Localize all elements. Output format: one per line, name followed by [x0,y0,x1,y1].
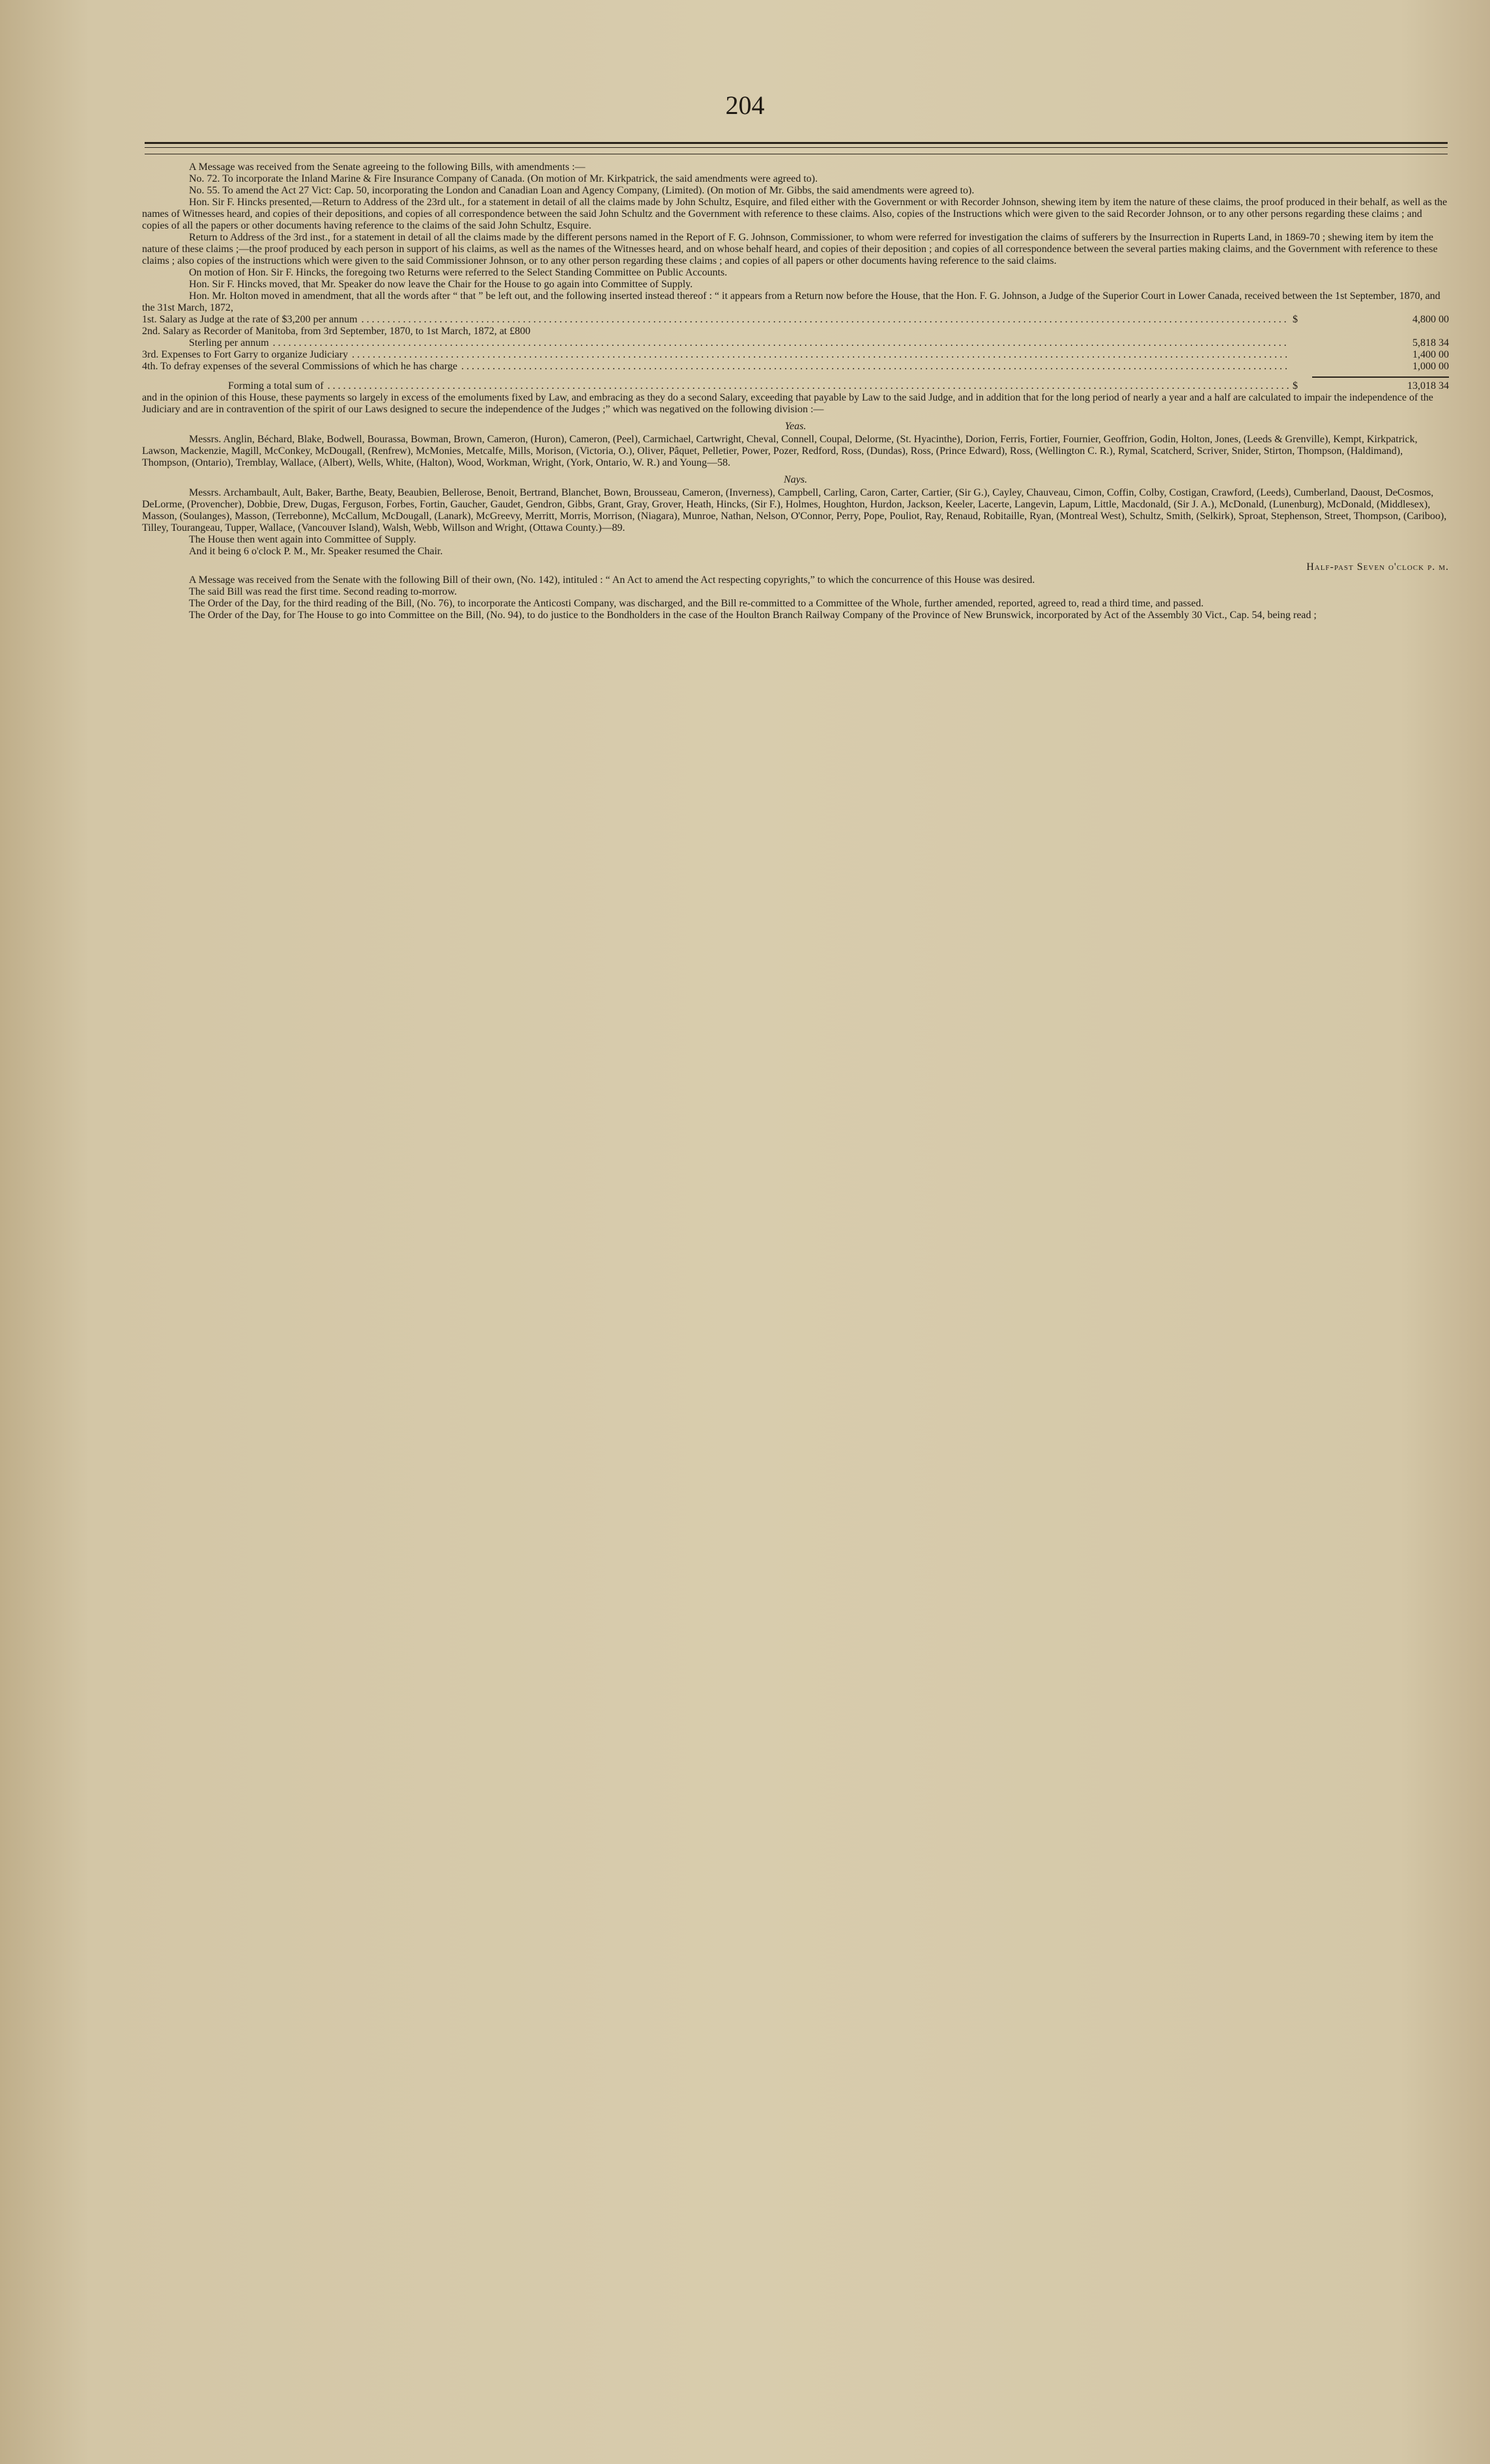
ledger-row [142,326,1449,337]
header-rule [145,142,1448,144]
yeas-list: Messrs. Anglin, Béchard, Blake, Bodwell, Bourassa, Bowman, Brown, Cameron, (Huron), Cameron, (Peel), Carmichael, Cartwright, Cheval, Connell, Coupal, Delorme, (St. Hyacinthe), Dorion, Ferris, Fortier, Fournier, Geoffrion, Godin, Holton, Jones, (Leeds & Grenville), Kempt, Kirkpatrick, Lawson, Mackenzie, Magill, McConkey, McDougall, (Renfrew), McMonies, Metcalfe, Mills, Morison, (Victoria, O.), Oliver, Pâquet, Pelletier, Power, Pozer, Redford, Ross, (Dundas), Ross, (Prince Edward), Ross, (Wellington C. R.), Rymal, Scatcherd, Scriver, Snider, Stirton, Thompson, (Haldimand), Thompson, (Ontario), Tremblay, Wallace, (Albert), Wells, White, (Halton), Wood, Workman, Wright, (York, Ontario, W. R.) and Young—58. [142,434,1418,468]
paragraph-holton-amendment: Hon. Mr. Holton moved in amendment, that all the words after “ that ” be left out, and the following inserted instead thereof : “ it appears from a Return now before the House, that the Hon. F. G. Johnson, a Judge of the Superior Court in Lower Canada, received between the 1st September, 1870, and the 31st March, 1872, [142,290,1440,313]
paragraph-returns-referred: On motion of Hon. Sir F. Hincks, the foregoing two Returns were referred to the Select Standing Committee on Public Accounts. [189,267,728,278]
paragraph-senate-message: A Message was received from the Senate agreeing to the following Bills, with amendments :— [189,162,586,173]
ledger-amount: 4,800 00 [1412,314,1449,325]
paragraph-amendment-continued: and in the opinion of this House, these payments so largely in excess of the emoluments fixed by Law, and embracing as they do a second Salary, exceeding that payable by Law to the said Judge, and in addition that for the long period of nearly a year and a half are calculated to impair the independence of the Judiciary and are in contravention of the spirit of our Laws designed to secure the independence of the Judges ;” which was negatived on the following division :— [142,392,1433,415]
paragraph-bill-72: No. 72. To incorporate the Inland Marine & Fire Insurance Company of Canada. (On motion of Mr. Kirkpatrick, the said amendments were agreed to). [189,173,818,184]
time-heading: Half-past Seven o'clock p. m. [1306,561,1449,573]
yeas-heading: Yeas. [784,421,807,432]
nays-list: Messrs. Archambault, Ault, Baker, Barthe, Beaty, Beaubien, Bellerose, Benoit, Bertrand, Blanchet, Bown, Brousseau, Cameron, (Inverness), Campbell, Carling, Caron, Carter, Cartier, (Sir G.), Cayley, Chauveau, Cimon, Coffin, Colby, Costigan, Crawford, (Leeds), Cumberland, Daoust, DeCosmos, DeLorme, (Provencher), Dobbie, Drew, Dugas, Ferguson, Forbes, Fortin, Gaucher, Gaudet, Gendron, Gibbs, Grant, Gray, Grover, Heath, Hincks, (Sir F.), Holmes, Houghton, Hurdon, Jackson, Keeler, Lacerte, Langevin, Lapum, Little, Macdonald, (Sir J. A.), McDonald, (Lunenburg), McDonald, (Middlesex), Masson, (Soulanges), Masson, (Terrebonne), McCallum, McDougall, (Lanark), McGreevy, Merritt, Morris, Morrison, (Niagara), Munroe, Nathan, Nelson, O'Connor, Perry, Pope, Pouliot, Ray, Renaud, Robitaille, Ryan, (Montreal West), Schultz, Smith, (Selkirk), Sproat, Stephenson, Street, Thompson, (Cariboo), Tilley, Tourangeau, Tupper, Wallace, (Vancouver Island), Walsh, Webb, Willson and Wright, (Ottawa County.)—89. [142,487,1447,533]
ledger-row [142,314,1449,326]
nays-heading: Nays. [784,474,807,485]
paragraph-hincks-return: Hon. Sir F. Hincks presented,—Return to Address of the 23rd ult., for a statement in detail of all the claims made by John Schultz, Esquire, and filed either with the Government or with Recorder Johnson, shewing item by item the nature of these claims, the proof produced in their behalf, as well as the names of Witnesses heard, and copies of their depositions, and copies of all correspondence between the said John Schultz and the Government with reference to these claims. Also, copies of the Instructions which were given to the said Recorder Johnson, or to any other persons regarding these claims ; and copies of all the papers or other documents having reference to the claims of the said John Schultz, Esquire. [142,197,1448,231]
total-rule [1312,376,1449,378]
paragraph-bill-142: A Message was received from the Senate with the following Bill of their own, (No. 142), intituled : “ An Act to amend the Act respecting copyrights,” to which the concurrence of this House was desired. [189,574,1035,586]
ledger-currency: $ [1293,314,1298,325]
journal-body [142,162,1449,621]
ledger-label: 4th. To defray expenses of the several Commissions of which he has charge [142,361,457,372]
paragraph-first-reading: The said Bill was read the first time. Second reading to-morrow. [189,586,457,597]
ledger-label: Sterling per annum [189,337,269,348]
paragraph-bill-55: No. 55. To amend the Act 27 Vict: Cap. 50, incorporating the London and Canadian Loan and Agency Company, (Limited). (On motion of Mr. Gibbs, the said amendments were agreed to). [189,185,975,196]
ledger-amount: 1,000 00 [1412,361,1449,372]
ledger-label: 2nd. Salary as Recorder of Manitoba, from 3rd September, 1870, to 1st March, 1872, at £800 [142,326,531,337]
ledger-total-currency: $ [1293,380,1298,391]
paragraph-houlton: The Order of the Day, for The House to go into Committee on the Bill, (No. 94), to do justice to the Bondholders in the case of the Houlton Branch Railway Company of the Province of New Brunswick, incorporated by Act of the Assembly 30 Vict., Cap. 54, being read ; [189,610,1317,621]
paragraph-committee-supply: The House then went again into Committee of Supply. [189,534,416,545]
ledger-total-label: Forming a total sum of [228,380,324,391]
payments-ledger [142,314,1449,392]
paragraph-hincks-moved: Hon. Sir F. Hincks moved, that Mr. Speaker do now leave the Chair for the House to go again into Committee of Supply. [189,279,693,290]
paragraph-return-3rd-inst: Return to Address of the 3rd inst., for a statement in detail of all the claims made by the different persons named in the Report of F. G. Johnson, Commissioner, to whom were referred for investigation the claims of sufferers by the Insurrection in Ruperts Land, in 1869-70 ; shewing item by item the nature of these claims ;—the proof produced by each person in support of his claims, as well as the names of the Witnesses heard, and on whose behalf heard, and copies of their deposition ; and copies of all correspondence between the several parties making claims, and the Government with reference to these claims ; also copies of the instructions which were given to the said Commissioner Johnson, or to any other person regarding these claims ; and copies of all papers or other documents having reference to the said claims. [142,232,1438,266]
ledger-label: 3rd. Expenses to Fort Garry to organize Judiciary [142,349,349,360]
ledger-row [142,349,1449,361]
leader-dots [352,349,1289,361]
leader-dots [461,361,1289,373]
page-number: 204 [725,91,765,120]
ledger-total-row [142,380,1449,392]
ledger-label: 1st. Salary as Judge at the rate of $3,200 per annum [142,314,358,325]
header-rule-thin [145,147,1448,148]
paragraph-anticosti: The Order of the Day, for the third reading of the Bill, (No. 76), to incorporate the Anticosti Company, was discharged, and the Bill re-committed to a Committee of the Whole, further amended, reported, agreed to, read a third time, and passed. [189,598,1204,609]
ledger-row [142,337,1449,349]
ledger-total-amount: 13,018 34 [1407,380,1449,391]
ledger-amount: 5,818 34 [1412,337,1449,348]
paragraph-six-oclock: And it being 6 o'clock P. M., Mr. Speaker resumed the Chair. [189,546,443,557]
ledger-row [142,361,1449,373]
leader-dots [273,337,1289,349]
leader-dots [362,314,1289,326]
leader-dots [328,380,1289,392]
ledger-amount: 1,400 00 [1412,349,1449,360]
